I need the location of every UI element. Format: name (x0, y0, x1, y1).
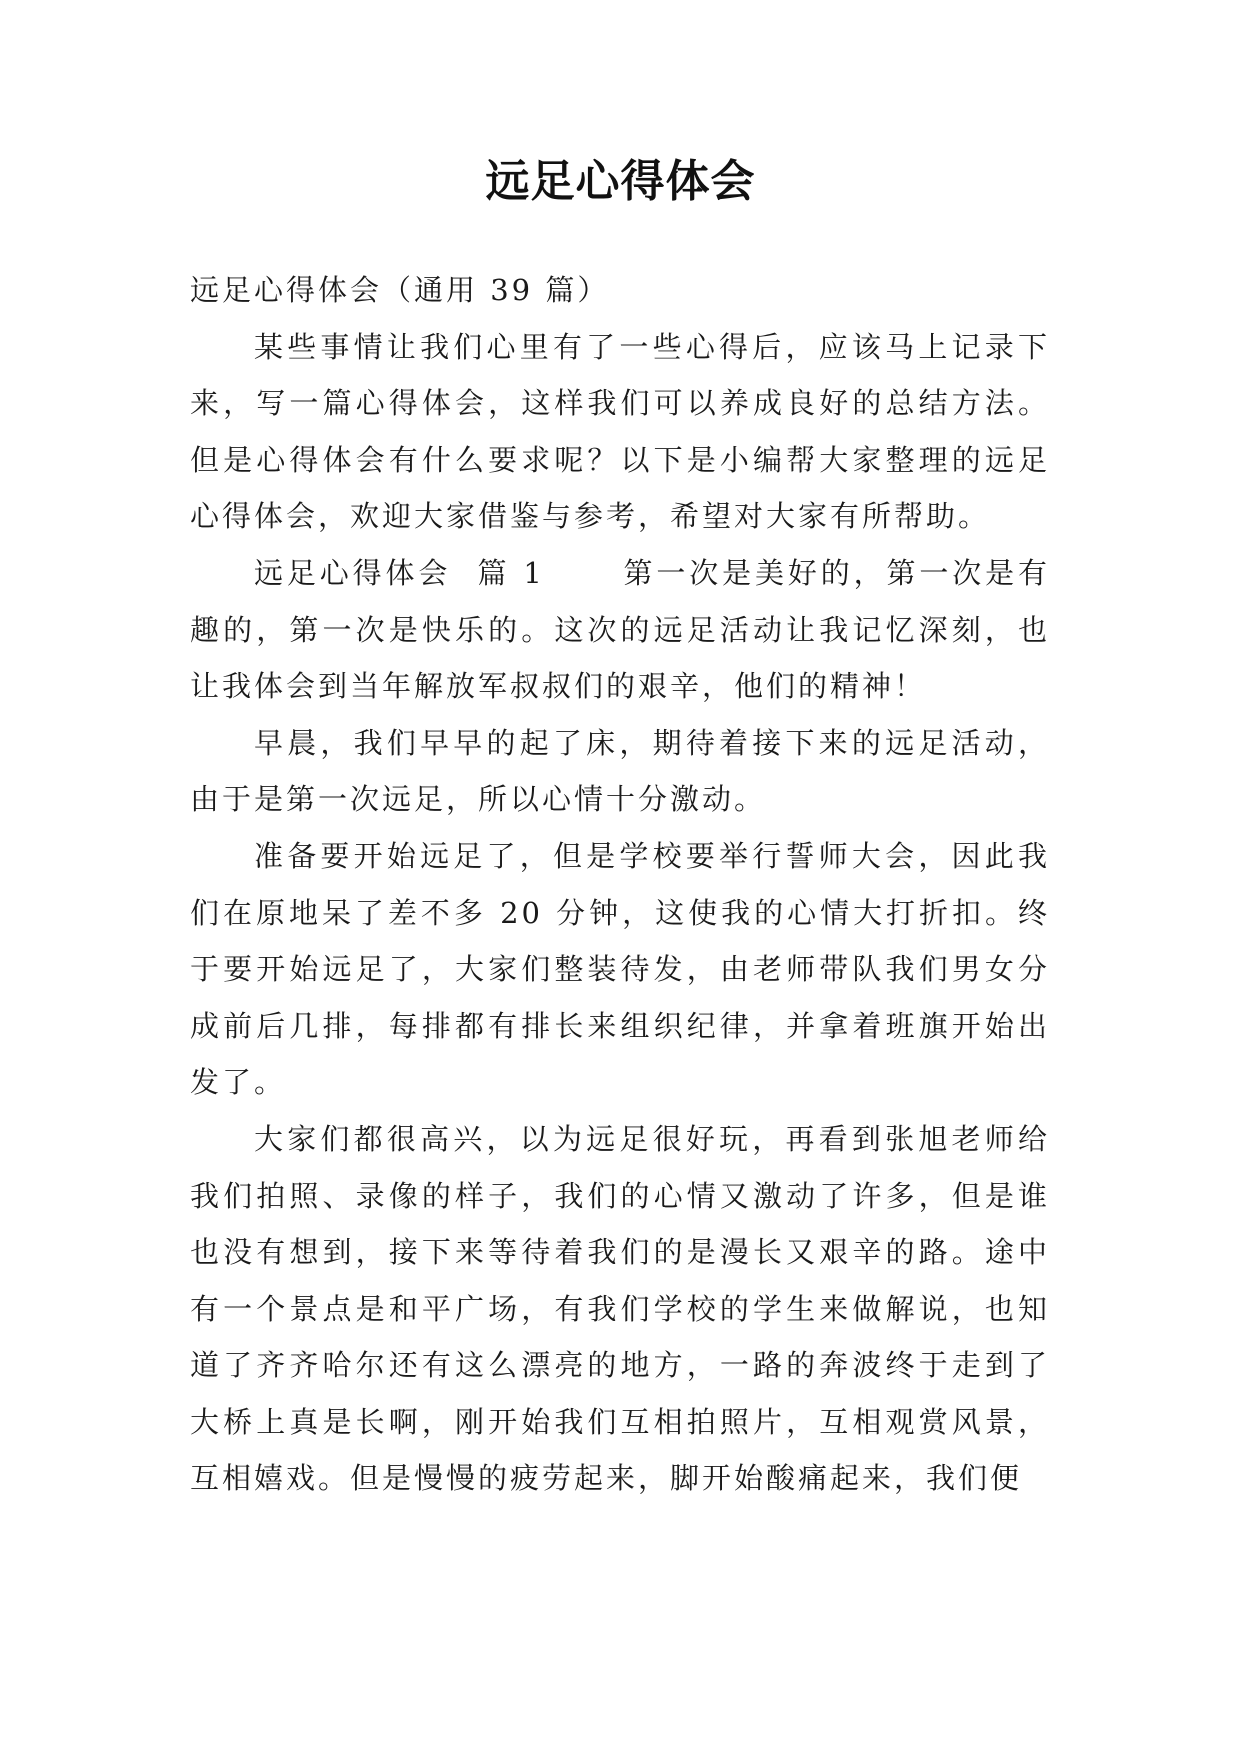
intro-paragraph: 某些事情让我们心里有了一些心得后，应该马上记录下来，写一篇心得体会，这样我们可以养成良好的总结方法。但是心得体会有什么要求呢？以下是小编帮大家整理的远足心得体会，欢迎大家借鉴与参考，希望对大家有所帮助。 (190, 329, 1050, 534)
document-title: 远足心得体会 (485, 156, 756, 207)
section-1-paragraph: 远足心得体会 篇 1 第一次是美好的，第一次是有趣的，第一次是快乐的。这次的远足活动让我记忆深刻，也让我体会到当年解放军叔叔们的艰辛，他们的精神！ (190, 555, 1050, 704)
subtitle-paragraph: 远足心得体会（通用 39 篇） (190, 273, 610, 307)
body-paragraph: 大家们都很高兴，以为远足很好玩，再看到张旭老师给我们拍照、录像的样子，我们的心情又激动了许多，但是谁也没有想到，接下来等待着我们的是漫长又艰辛的路。途中有一个景点是和平广场，有我们学校的学生来做解说，也知道了齐齐哈尔还有这么漂亮的地方，一路的奔波终于走到了大桥上真是长啊，刚开始我们互相拍照片，互相观赏风景，互相嬉戏。但是慢慢的疲劳起来，脚开始酸痛起来，我们便 (190, 1121, 1050, 1496)
body-paragraph: 准备要开始远足了，但是学校要举行誓师大会，因此我们在原地呆了差不多 20 分钟，这使我的心情大打折扣。终于要开始远足了，大家们整装待发，由老师带队我们男女分成前后几排，每排都有排长来组织纪律，并拿着班旗开始出发了。 (190, 838, 1050, 1100)
body-paragraph: 早晨，我们早早的起了床，期待着接下来的远足活动，由于是第一次远足，所以心情十分激动。 (190, 725, 1050, 817)
document-body (190, 262, 1050, 1507)
